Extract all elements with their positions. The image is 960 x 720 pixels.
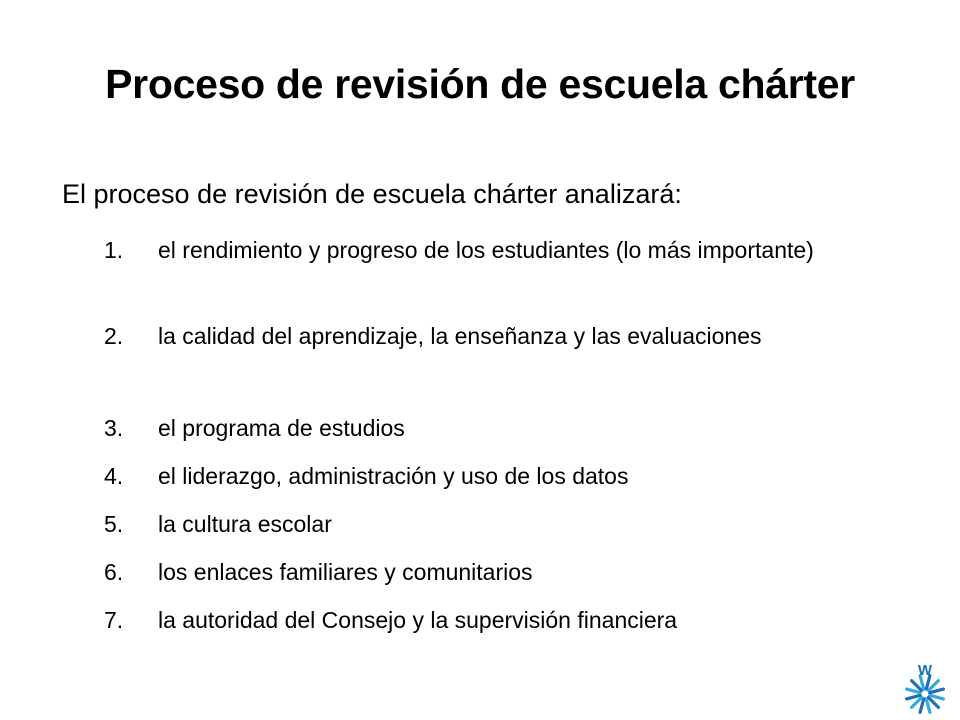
list-item-text: la cultura escolar bbox=[158, 511, 332, 537]
logo-ray bbox=[929, 681, 939, 691]
list-item-text: la calidad del aprendizaje, la enseñanza y las evaluaciones bbox=[158, 323, 762, 349]
intro-text: El proceso de revisión de escuela chárter analizará: bbox=[62, 179, 682, 209]
logo-ray bbox=[930, 695, 944, 699]
logo-ray bbox=[920, 699, 924, 713]
list-item-text: el rendimiento y progreso de los estudiantes (lo más importante) bbox=[158, 237, 814, 263]
logo-ray bbox=[912, 698, 922, 708]
list-item-number: 4. bbox=[104, 463, 124, 489]
list-item-text: la autoridad del Consejo y la supervisión financiera bbox=[158, 607, 678, 633]
logo-letter: W bbox=[917, 662, 933, 679]
starburst-logo-icon bbox=[894, 654, 956, 716]
logo-ray bbox=[907, 689, 921, 693]
logo-ray bbox=[930, 689, 944, 693]
logo-ray bbox=[912, 681, 922, 691]
logo-ray bbox=[929, 698, 939, 708]
list-item-number: 6. bbox=[104, 559, 124, 585]
logo-ray bbox=[907, 695, 921, 699]
list-item-number: 2. bbox=[104, 323, 124, 349]
list-item-text: el programa de estudios bbox=[158, 415, 405, 441]
list-item-number: 1. bbox=[104, 237, 124, 263]
list-item-number: 7. bbox=[104, 607, 124, 633]
list-item-number: 5. bbox=[104, 511, 124, 537]
list-item-number: 3. bbox=[104, 415, 124, 441]
logo-ray bbox=[926, 699, 930, 713]
list-item-text: los enlaces familiares y comunitarios bbox=[158, 559, 533, 585]
list-item-text: el liderazgo, administración y uso de los datos bbox=[158, 463, 629, 489]
slide-title: Proceso de revisión de escuela chárter bbox=[105, 61, 855, 107]
